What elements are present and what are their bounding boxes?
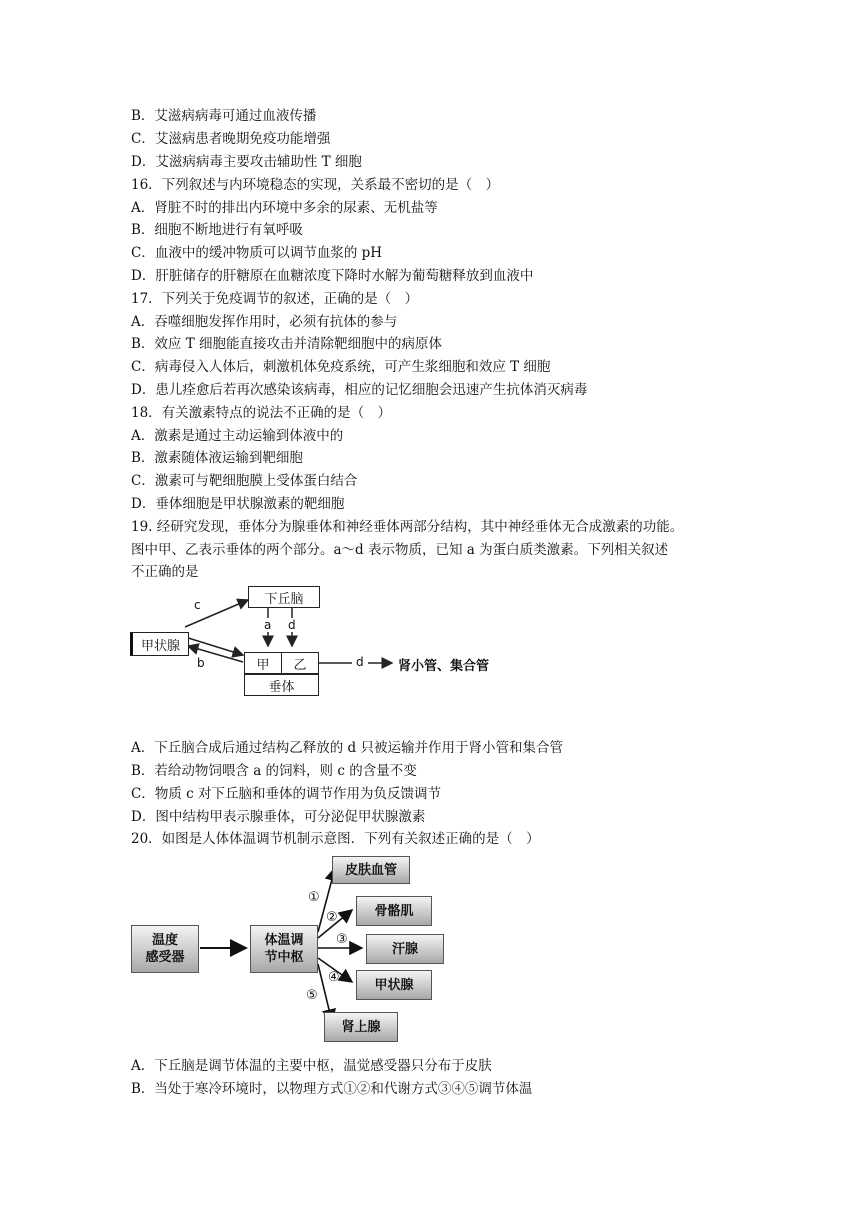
question-19-stem: 19. 经研究发现，垂体分为腺垂体和神经垂体两部分结构，其中神经垂体无合成激素的功能。 bbox=[131, 519, 684, 535]
text-line: D．艾滋病病毒主要攻击辅助性 T 细胞 bbox=[131, 154, 362, 170]
label-3: ③ bbox=[336, 932, 348, 947]
text-line: C．激素可与靶细胞膜上受体蛋白结合 bbox=[131, 473, 358, 489]
yi-box: 乙 bbox=[281, 652, 319, 674]
text-line: B．若给动物饲喂含 a 的饲料，则 c 的含量不变 bbox=[131, 763, 417, 779]
sweat-gland-box: 汗腺 bbox=[366, 934, 444, 964]
text-line: D．垂体细胞是甲状腺激素的靶细胞 bbox=[131, 496, 345, 512]
question-16-stem: 16．下列叙述与内环境稳态的实现，关系最不密切的是（ ） bbox=[131, 177, 500, 193]
label-2: ② bbox=[326, 910, 338, 925]
text-line: B．当处于寒冷环境时，以物理方式①②和代谢方式③④⑤调节体温 bbox=[131, 1081, 533, 1097]
text-line: D．肝脏储存的肝糖原在血糖浓度下降时水解为葡萄糖释放到血液中 bbox=[131, 268, 534, 284]
thyroid-box: 甲状腺 bbox=[356, 970, 432, 1000]
text-line: D．图中结构甲表示腺垂体，可分泌促甲状腺激素 bbox=[131, 809, 426, 825]
pituitary-box: 垂体 bbox=[244, 674, 319, 696]
label-a: a bbox=[264, 618, 272, 632]
question-17-stem: 17．下列关于免疫调节的叙述，正确的是（ ） bbox=[131, 291, 419, 307]
label-c: c bbox=[194, 598, 201, 612]
text-line: A．下丘脑是调节体温的主要中枢，温觉感受器只分布于皮肤 bbox=[131, 1058, 492, 1074]
label-d: d bbox=[288, 618, 296, 632]
label-d-right: d bbox=[356, 655, 364, 669]
text-line: C．病毒侵入人体后，刺激机体免疫系统，可产生浆细胞和效应 T 细胞 bbox=[131, 359, 551, 375]
skeletal-muscle-box: 骨骼肌 bbox=[356, 896, 432, 926]
thyroid-box: 甲状腺 bbox=[130, 632, 189, 656]
label-5: ⑤ bbox=[306, 988, 318, 1003]
thermoregulation-center-box: 体温调 节中枢 bbox=[250, 925, 318, 973]
temperature-sensor-box: 温度 感受器 bbox=[131, 925, 199, 973]
adrenal-box: 肾上腺 bbox=[324, 1012, 398, 1042]
label-b: b bbox=[197, 656, 205, 670]
text-line: 不正确的是 bbox=[131, 564, 199, 580]
question-18-stem: 18．有关激素特点的说法不正确的是（ ） bbox=[131, 405, 392, 421]
thermoregulation-diagram bbox=[130, 852, 450, 1047]
label-4: ④ bbox=[328, 970, 340, 985]
text-line: D．患儿痊愈后若再次感染该病毒，相应的记忆细胞会迅速产生抗体消灭病毒 bbox=[131, 382, 588, 398]
text-line: C．物质 c 对下丘脑和垂体的调节作用为负反馈调节 bbox=[131, 786, 441, 802]
skin-vessel-box: 皮肤血管 bbox=[332, 856, 410, 884]
label-1: ① bbox=[308, 890, 320, 905]
text-line: A．激素是通过主动运输到体液中的 bbox=[131, 428, 344, 444]
text-line: C．血液中的缓冲物质可以调节血浆的 pH bbox=[131, 245, 383, 261]
text-line: A．吞噬细胞发挥作用时，必须有抗体的参与 bbox=[131, 314, 398, 330]
pituitary-diagram bbox=[130, 580, 530, 705]
text-line: 图中甲、乙表示垂体的两个部分。a～d 表示物质，已知 a 为蛋白质类激素。下列相关叙述 bbox=[131, 542, 669, 558]
hypothalamus-box: 下丘脑 bbox=[248, 586, 320, 608]
text-line: C．艾滋病患者晚期免疫功能增强 bbox=[131, 131, 331, 147]
target-label: 肾小管、集合管 bbox=[398, 659, 490, 674]
question-20-stem: 20．如图是人体体温调节机制示意图．下列有关叙述正确的是（ ） bbox=[131, 831, 540, 847]
text-line: A．肾脏不时的排出内环境中多余的尿素、无机盐等 bbox=[131, 200, 438, 216]
jia-box: 甲 bbox=[244, 652, 282, 674]
text-line: B．艾滋病病毒可通过血液传播 bbox=[131, 108, 317, 124]
text-line: B．激素随体液运输到靶细胞 bbox=[131, 450, 303, 466]
text-line: A．下丘脑合成后通过结构乙释放的 d 只被运输并作用于肾小管和集合管 bbox=[131, 740, 563, 756]
text-line: B．效应 T 细胞能直接攻击并清除靶细胞中的病原体 bbox=[131, 336, 443, 352]
text-line: B．细胞不断地进行有氧呼吸 bbox=[131, 222, 303, 238]
diagram-arrows bbox=[130, 580, 530, 705]
